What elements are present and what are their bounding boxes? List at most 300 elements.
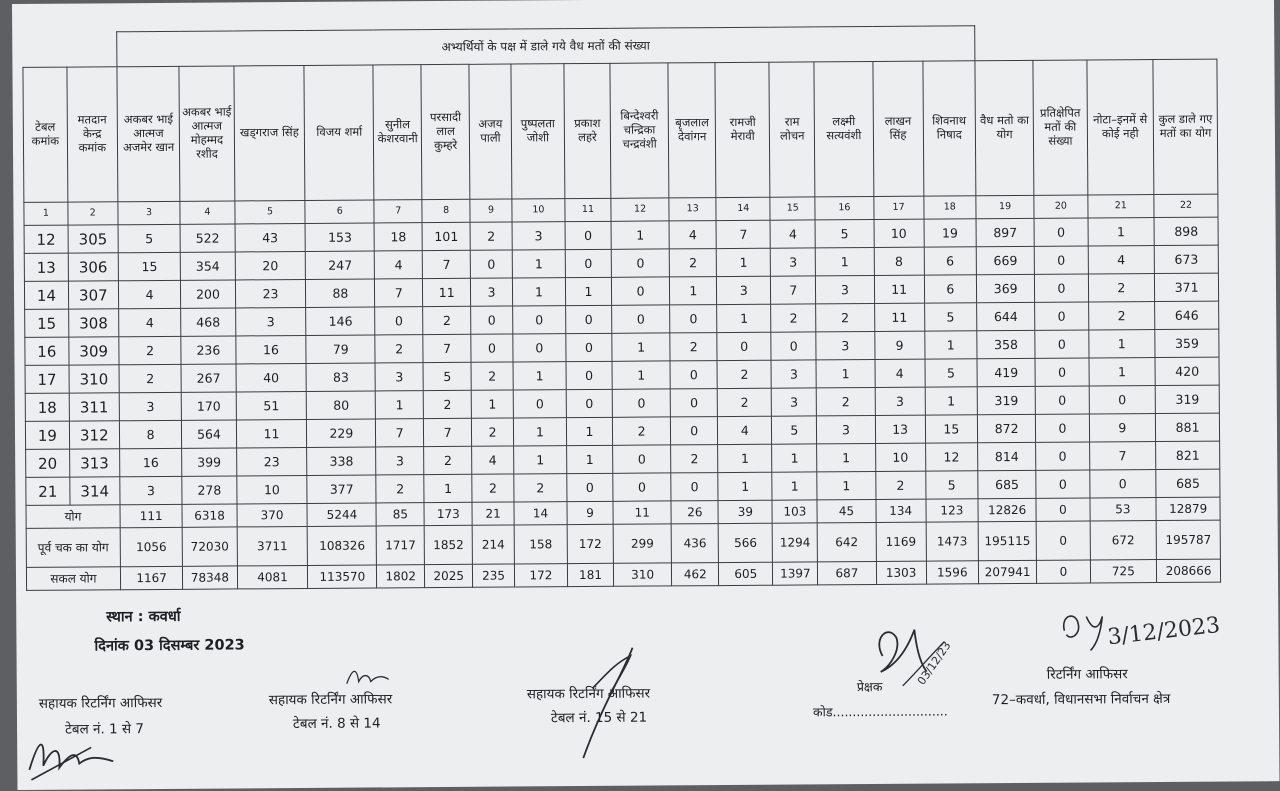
table-cell: 10 [874, 219, 924, 247]
table-cell: 2 [670, 333, 717, 361]
column-header: लक्ष्मी सत्यवंशी [814, 61, 873, 196]
table-cell: 11 [874, 275, 924, 303]
table-cell: 13 [24, 253, 68, 281]
table-cell: 898 [1154, 217, 1218, 245]
table-cell: 522 [180, 224, 234, 252]
table-cell: 2 [471, 362, 513, 390]
table-cell: 2 [612, 417, 671, 445]
table-cell: 2 [717, 360, 771, 388]
table-cell: 7 [771, 276, 816, 304]
table-cell: 1 [925, 387, 978, 415]
summary-cell: 642 [817, 522, 876, 561]
table-cell: 0 [671, 473, 718, 501]
column-header: राम लोचन [769, 62, 815, 197]
table-cell: 267 [181, 364, 235, 392]
table-cell: 897 [976, 218, 1035, 246]
table-cell: 0 [566, 305, 612, 333]
table-cell: 0 [375, 307, 423, 335]
table-cell: 468 [181, 308, 235, 336]
table-cell: 9 [1089, 414, 1156, 442]
table-cell: 371 [1155, 273, 1219, 301]
column-number: 3 [118, 201, 181, 224]
table-cell: 1 [670, 277, 717, 305]
table-cell: 16 [119, 448, 182, 476]
table-cell: 1 [716, 248, 770, 276]
table-cell: 13 [875, 415, 925, 443]
summary-cell: 103 [772, 500, 817, 523]
table-cell: 0 [612, 305, 671, 333]
table-cell: 0 [670, 361, 717, 389]
summary-cell: 1294 [773, 523, 818, 562]
table-cell: 2 [423, 390, 471, 418]
aro1-signature [21, 717, 131, 788]
summary-cell: 72030 [183, 527, 237, 566]
svg-text:03/12/23: 03/12/23 [914, 639, 954, 688]
table-cell: 814 [978, 442, 1037, 470]
table-cell: 1 [718, 472, 772, 500]
table-cell: 7 [1089, 442, 1156, 470]
summary-label: पूर्व चक का योग [26, 528, 120, 568]
table-cell: 51 [236, 391, 307, 419]
table-cell: 3 [771, 248, 816, 276]
table-cell: 2 [423, 306, 471, 334]
summary-cell: 85 [376, 503, 424, 526]
table-cell: 20 [26, 449, 70, 477]
table-cell: 1 [817, 471, 876, 499]
table-cell: 247 [306, 251, 375, 279]
column-number: 22 [1154, 194, 1218, 217]
table-cell: 0 [512, 306, 565, 334]
column-number: 7 [374, 200, 422, 223]
column-header: बृजलाल देवांगन [668, 63, 716, 198]
summary-cell: 195787 [1156, 520, 1220, 559]
table-cell: 2 [717, 388, 771, 416]
summary-cell: 113570 [308, 565, 377, 588]
observer-label: प्रेक्षक [856, 678, 883, 695]
table-cell: 0 [1036, 442, 1089, 470]
summary-cell: 158 [514, 525, 567, 564]
table-cell: 4 [669, 221, 716, 249]
column-number: 15 [770, 197, 815, 220]
table-cell: 3 [375, 363, 423, 391]
vote-tally-table [22, 24, 1221, 591]
table-cell: 1 [717, 304, 771, 332]
summary-cell: 3711 [237, 526, 308, 565]
table-cell: 1 [1088, 358, 1155, 386]
table-cell: 1 [566, 417, 612, 445]
summary-cell: 0 [1036, 498, 1089, 521]
table-cell: 0 [613, 445, 672, 473]
table-cell: 0 [611, 277, 670, 305]
column-number: 12 [611, 198, 670, 221]
column-header: बिन्देश्वरी चन्द्रिका चन्द्रवंशी [610, 63, 669, 198]
summary-cell: 12826 [978, 498, 1037, 521]
table-cell: 338 [307, 447, 376, 475]
table-cell: 43 [235, 223, 306, 251]
table-cell: 7 [424, 418, 472, 446]
table-cell: 3 [816, 275, 875, 303]
table-cell: 229 [307, 419, 376, 447]
summary-cell: 299 [613, 524, 672, 563]
table-cell: 1 [513, 446, 566, 474]
summary-cell: 108326 [308, 526, 377, 565]
summary-cell: 14 [514, 502, 567, 525]
table-cell: 1 [718, 444, 772, 472]
column-number: 17 [873, 196, 923, 219]
table-cell: 0 [513, 390, 566, 418]
table-cell: 19 [25, 421, 69, 449]
table-cell: 308 [68, 309, 118, 337]
candidates-header: अभ्यर्थियों के पक्ष में डाले गये वैध मतों की संख्या [117, 26, 975, 67]
svg-text:3/12/2023: 3/12/2023 [1106, 612, 1222, 651]
table-cell: 3 [816, 331, 875, 359]
column-header: शिवनाथ निषाद [923, 61, 976, 196]
table-cell: 646 [1155, 301, 1219, 329]
summary-cell: 1056 [120, 527, 183, 566]
column-header: प्रकाश लहरे [564, 63, 611, 198]
table-cell: 0 [670, 305, 717, 333]
column-header: अजय पाली [469, 64, 512, 199]
table-cell: 1 [375, 391, 423, 419]
column-header: मतदान केन्द्र कमांक [67, 67, 118, 202]
table-cell: 311 [69, 393, 119, 421]
table-cell: 872 [977, 414, 1036, 442]
aro2-title: सहायक रिटर्निंग आफिसर [268, 691, 393, 709]
summary-cell: 672 [1090, 521, 1157, 560]
summary-cell: 4081 [237, 565, 308, 588]
column-header: प्रतिक्षेपित मतों की संख्या [1033, 60, 1087, 195]
summary-cell: 123 [926, 499, 978, 522]
column-header: रामजी मेरावी [715, 62, 770, 197]
summary-cell: 5244 [307, 503, 376, 526]
table-cell: 0 [513, 334, 566, 362]
table-cell: 3 [235, 307, 306, 335]
summary-cell: 207941 [978, 560, 1037, 583]
column-header: टेबल कमांक [23, 67, 68, 202]
table-cell: 685 [978, 470, 1037, 498]
column-header: विजय शर्मा [304, 65, 374, 200]
table-cell: 12 [925, 443, 978, 471]
table-cell: 0 [1089, 386, 1156, 414]
table-cell: 0 [566, 333, 612, 361]
place: स्थान : कवर्धा [106, 608, 181, 626]
table-cell: 0 [1036, 414, 1089, 442]
aro2-tables: टेबल नं. 8 से 14 [292, 715, 381, 733]
summary-cell: 0 [1036, 521, 1089, 560]
summary-cell: 53 [1089, 498, 1156, 521]
summary-cell: 605 [719, 562, 773, 585]
ro-title: रिटर्निंग आफिसर [1046, 666, 1128, 683]
table-cell: 0 [565, 249, 611, 277]
table-cell: 9 [874, 331, 924, 359]
table-cell: 3 [771, 360, 816, 388]
table-cell: 5 [925, 471, 978, 499]
table-cell: 3 [875, 387, 925, 415]
table-cell: 21 [26, 477, 70, 505]
column-number: 8 [422, 199, 470, 222]
table-cell: 358 [977, 330, 1036, 358]
date: दिनांक 03 दिसम्बर 2023 [94, 637, 245, 655]
table-cell: 0 [565, 221, 611, 249]
table-cell: 319 [1155, 385, 1219, 413]
summary-cell: 134 [876, 499, 926, 522]
table-cell: 11 [874, 303, 924, 331]
table-cell: 8 [874, 247, 924, 275]
table-cell: 1 [512, 278, 565, 306]
table-cell: 5 [925, 359, 978, 387]
table-cell: 1 [815, 247, 874, 275]
summary-cell: 78348 [183, 566, 237, 589]
column-number: 21 [1087, 195, 1154, 218]
table-cell: 314 [70, 477, 120, 505]
table-cell: 1 [1088, 330, 1155, 358]
summary-cell: 9 [567, 501, 613, 524]
table-cell: 0 [470, 250, 512, 278]
column-number: 1 [24, 202, 68, 225]
table-cell: 101 [422, 222, 470, 250]
summary-cell: 370 [237, 503, 308, 526]
table-cell: 2 [514, 474, 567, 502]
table-cell: 40 [236, 363, 307, 391]
table-cell: 2 [470, 222, 512, 250]
table-cell: 881 [1156, 413, 1220, 441]
summary-cell: 0 [1037, 560, 1090, 583]
summary-cell: 462 [672, 563, 719, 586]
table-cell: 0 [613, 473, 672, 501]
ro-signature [1056, 599, 1236, 660]
aro3-title: सहायक रिटर्निंग आफिसर [526, 685, 651, 703]
table-cell: 0 [771, 332, 816, 360]
table-cell: 18 [374, 223, 422, 251]
aro2-signature [343, 663, 403, 693]
table-cell: 309 [69, 337, 119, 365]
table-cell: 5 [772, 416, 817, 444]
table-cell: 80 [307, 391, 376, 419]
table-cell: 7 [422, 250, 470, 278]
summary-cell: 1169 [876, 522, 926, 561]
table-cell: 8 [119, 420, 182, 448]
column-header: सुनील केशरवानी [373, 65, 422, 200]
table-cell: 11 [423, 278, 471, 306]
table-cell: 2 [671, 445, 718, 473]
table-cell: 1 [512, 250, 565, 278]
table-cell: 83 [306, 363, 375, 391]
aro3-signature [572, 643, 663, 764]
table-cell: 419 [977, 358, 1036, 386]
summary-cell: 12879 [1156, 497, 1220, 520]
table-cell: 399 [182, 448, 236, 476]
table-cell: 0 [671, 417, 718, 445]
column-number: 11 [565, 198, 611, 221]
table-cell: 16 [25, 337, 69, 365]
code-field: कोड............................. [812, 703, 948, 720]
table-cell: 673 [1154, 245, 1218, 273]
table-cell: 10 [236, 475, 307, 503]
summary-cell: 1596 [926, 561, 978, 584]
summary-cell: 1802 [377, 565, 425, 588]
table-cell: 2 [816, 303, 875, 331]
table-cell: 0 [1035, 302, 1088, 330]
table-cell: 0 [1034, 218, 1087, 246]
observer-signature [862, 615, 963, 696]
table-cell: 4 [1088, 246, 1155, 274]
table-cell: 1 [924, 331, 977, 359]
table-cell: 88 [306, 279, 375, 307]
table-cell: 14 [24, 281, 68, 309]
table-cell: 18 [25, 393, 69, 421]
summary-cell: 310 [613, 563, 672, 586]
summary-cell: 1167 [120, 566, 183, 589]
summary-cell: 687 [818, 561, 877, 584]
column-header: पुष्पलता जोशी [511, 64, 565, 199]
table-cell: 1 [611, 221, 670, 249]
table-cell: 0 [471, 306, 513, 334]
column-header: लाखन सिंह [873, 61, 924, 196]
summary-label: सकल योग [26, 567, 120, 591]
table-cell: 821 [1156, 441, 1220, 469]
column-number: 5 [234, 200, 305, 223]
column-number: 6 [305, 200, 374, 223]
column-number: 16 [815, 196, 874, 219]
summary-cell: 173 [424, 502, 472, 525]
table-cell: 2 [472, 474, 514, 502]
summary-cell: 6318 [182, 504, 236, 527]
table-cell: 146 [306, 307, 375, 335]
table-cell: 310 [69, 365, 119, 393]
summary-cell: 566 [718, 523, 772, 562]
column-number: 4 [180, 201, 234, 224]
table-cell: 7 [423, 334, 471, 362]
table-cell: 4 [718, 416, 772, 444]
table-cell: 2 [472, 418, 514, 446]
column-header: खड्गराज सिंह [234, 65, 306, 200]
column-number: 13 [669, 198, 716, 221]
table-cell: 0 [1036, 470, 1089, 498]
table-cell: 16 [235, 335, 306, 363]
result-sheet [12, 0, 1279, 790]
table-cell: 5 [924, 303, 977, 331]
table-cell: 1 [513, 362, 566, 390]
summary-cell: 21 [472, 502, 514, 525]
table-cell: 278 [182, 476, 236, 504]
table-cell: 15 [118, 252, 181, 280]
table-cell: 3 [772, 388, 817, 416]
summary-cell: 39 [718, 500, 772, 523]
table-cell: 12 [24, 225, 68, 253]
table-cell: 313 [69, 449, 119, 477]
table-cell: 7 [376, 419, 424, 447]
table-cell: 1 [513, 418, 566, 446]
table-cell: 20 [235, 251, 306, 279]
summary-label: योग [26, 505, 120, 529]
table-cell: 0 [717, 332, 771, 360]
table-cell: 170 [182, 392, 236, 420]
table-cell: 1 [817, 443, 876, 471]
table-cell: 4 [118, 308, 181, 336]
table-cell: 11 [236, 419, 307, 447]
aro1-title: सहायक रिटर्निंग आफिसर [38, 694, 163, 712]
summary-cell: 208666 [1157, 559, 1221, 582]
table-cell: 0 [1035, 246, 1088, 274]
table-cell: 1 [612, 333, 671, 361]
table-cell: 236 [181, 336, 235, 364]
table-cell: 153 [305, 223, 374, 251]
summary-cell: 195115 [978, 521, 1037, 560]
table-cell: 669 [976, 246, 1035, 274]
table-cell: 644 [977, 302, 1036, 330]
table-cell: 2 [1088, 302, 1155, 330]
table-cell: 4 [770, 220, 815, 248]
table-cell: 0 [1036, 386, 1089, 414]
table-cell: 2 [670, 249, 717, 277]
column-number: 10 [512, 199, 565, 222]
table-cell: 6 [924, 247, 977, 275]
table-cell: 0 [612, 389, 671, 417]
table-cell: 1 [565, 277, 611, 305]
summary-cell: 235 [473, 564, 515, 587]
table-cell: 319 [977, 386, 1036, 414]
table-cell: 2 [119, 336, 182, 364]
aro1-tables: टेबल नं. 1 से 7 [65, 721, 145, 738]
table-cell: 1 [424, 474, 472, 502]
summary-cell: 172 [514, 564, 567, 587]
table-cell: 2 [816, 387, 875, 415]
column-number: 14 [716, 197, 770, 220]
table-cell: 0 [566, 389, 612, 417]
table-cell: 1 [567, 445, 613, 473]
table-cell: 19 [924, 219, 977, 247]
table-cell: 2 [375, 335, 423, 363]
column-number: 18 [924, 196, 976, 219]
table-cell: 0 [567, 473, 613, 501]
table-cell: 0 [1035, 330, 1088, 358]
table-cell: 5 [118, 224, 181, 252]
column-number: 9 [470, 199, 512, 222]
table-cell: 1 [772, 472, 817, 500]
table-cell: 200 [181, 280, 235, 308]
summary-cell: 1303 [876, 561, 926, 584]
table-cell: 685 [1156, 469, 1220, 497]
table-cell: 3 [717, 276, 771, 304]
summary-cell: 1397 [773, 562, 818, 585]
table-cell: 3 [119, 392, 182, 420]
column-header: वैध मतो का योग [975, 60, 1034, 195]
column-header: अकबर भाई आत्मज अजमेर खान [117, 66, 180, 201]
summary-cell: 45 [817, 499, 876, 522]
table-cell: 79 [306, 335, 375, 363]
column-number: 2 [68, 202, 118, 225]
table-cell: 1 [1088, 218, 1155, 246]
column-number: 19 [976, 195, 1035, 218]
table-cell: 2 [376, 475, 424, 503]
column-header: परसादी लाल कुम्हरे [421, 64, 470, 199]
table-cell: 420 [1155, 357, 1219, 385]
summary-cell: 172 [567, 524, 613, 563]
table-cell: 10 [875, 443, 925, 471]
table-cell: 307 [68, 281, 118, 309]
table-cell: 3 [376, 447, 424, 475]
table-cell: 4 [118, 280, 181, 308]
table-cell: 0 [1035, 274, 1088, 302]
table-cell: 2 [875, 471, 925, 499]
summary-cell: 1717 [376, 526, 424, 565]
aro3-tables: टेबल नं. 15 से 21 [550, 709, 648, 727]
table-cell: 377 [307, 475, 376, 503]
table-cell: 0 [671, 389, 718, 417]
table-cell: 5 [423, 362, 471, 390]
table-cell: 15 [925, 415, 978, 443]
column-number: 20 [1034, 195, 1087, 218]
